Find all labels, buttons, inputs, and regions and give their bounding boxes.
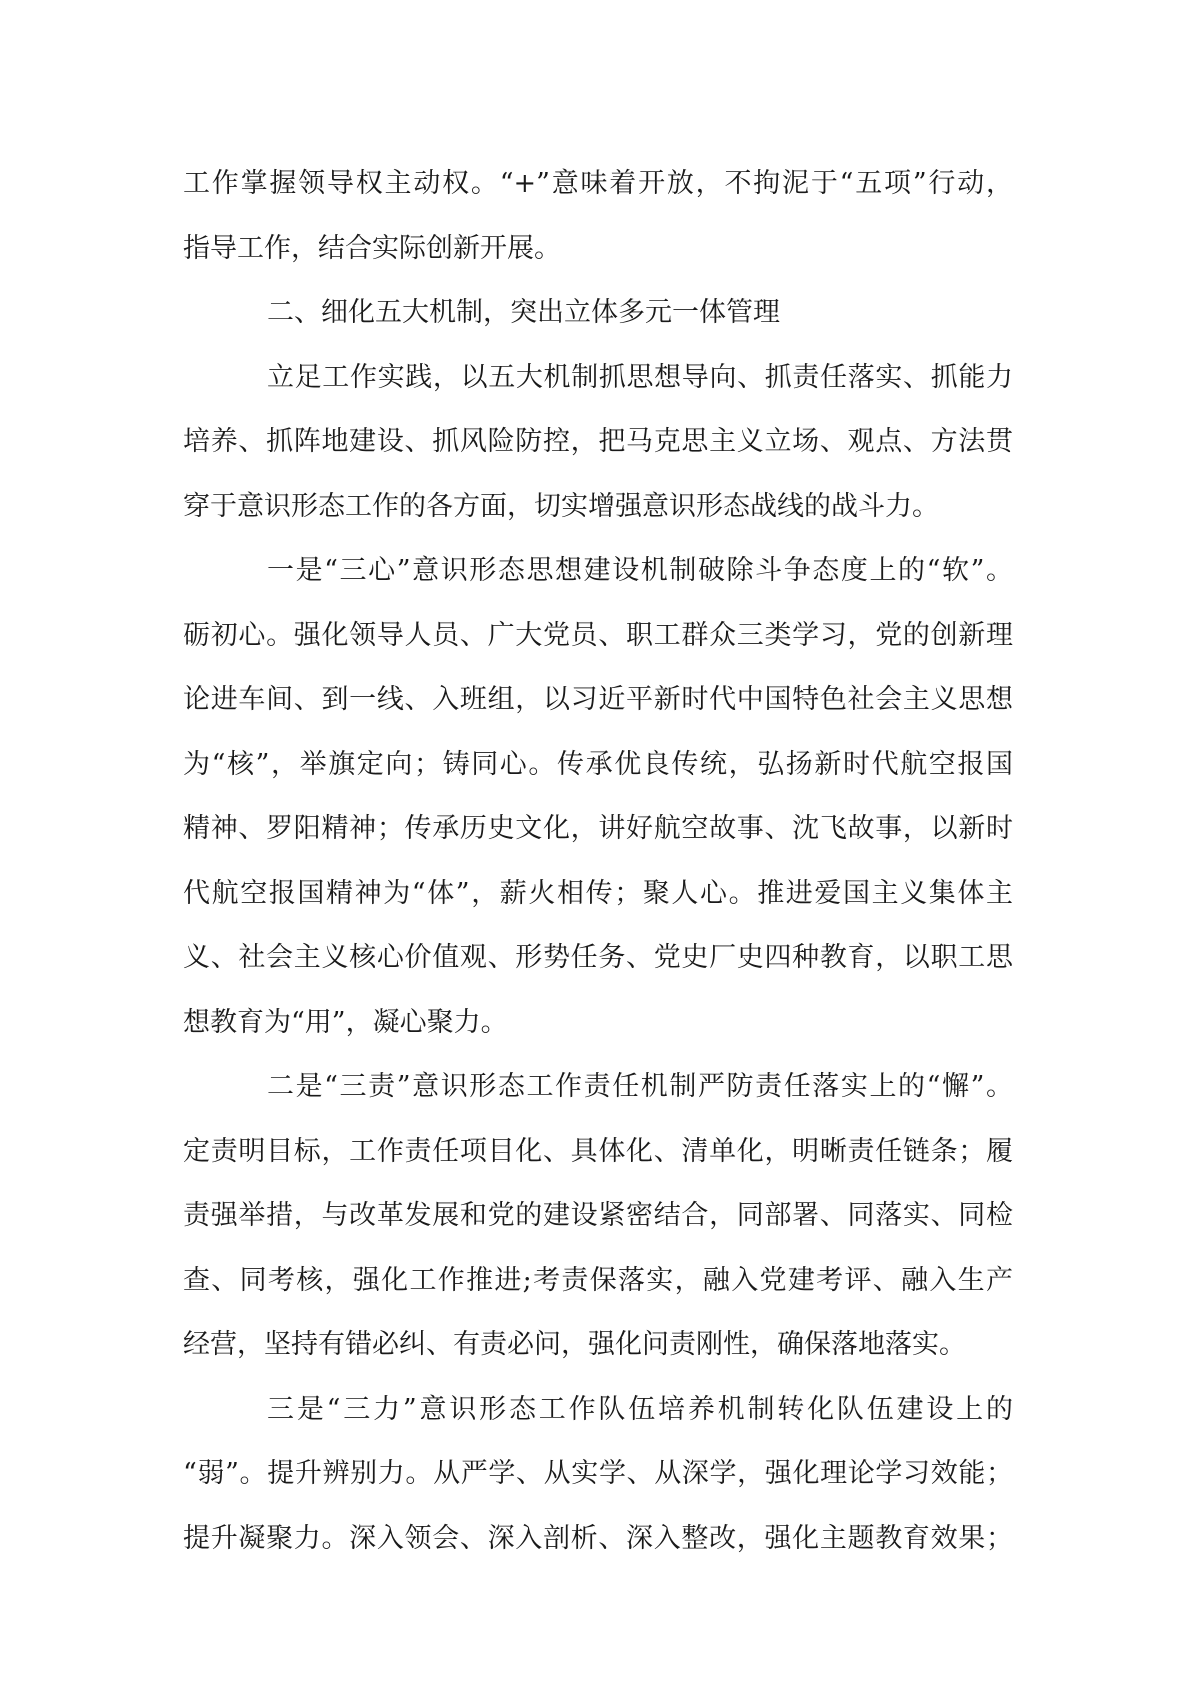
- paragraph-p5: [183, 1055, 1013, 1378]
- text-line: 论进车间、到一线、入班组，以习近平新时代中国特色社会主义思想: [183, 684, 1013, 715]
- document-page: [183, 152, 1013, 1571]
- paragraph-p4: [183, 539, 1013, 1055]
- text-line: 代航空报国精神为“体”，薪火相传；聚人心。推进爱国主义集体主: [183, 877, 1013, 909]
- text-line: 查、同考核，强化工作推进;考责保落实，融入党建考评、融入生产: [183, 1264, 1013, 1296]
- text-line: 工作掌握领导权主动权。“+”意味着开放，不拘泥于“五项”行动，: [183, 168, 1013, 199]
- text-line: 一是“三心”意识形态思想建设机制破除斗争态度上的“软”。: [267, 555, 1013, 586]
- paragraph-p3: [183, 346, 1013, 540]
- text-line: 二、细化五大机制，突出立体多元一体管理: [267, 297, 780, 328]
- text-line: 提升凝聚力。深入领会、深入剖析、深入整改，强化主题教育效果；: [183, 1522, 1013, 1554]
- text-line: 想教育为“用”，凝心聚力。: [183, 1006, 508, 1038]
- text-line: 定责明目标，工作责任项目化、具体化、清单化，明晰责任链条；履: [183, 1135, 1013, 1167]
- text-line: 经营，坚持有错必纠、有责必问，强化问责刚性，确保落地落实。: [183, 1329, 966, 1360]
- paragraph-p6: [183, 1378, 1013, 1572]
- paragraph-p1: [183, 152, 1013, 281]
- text-line: “弱”。提升辨别力。从严学、从实学、从深学，强化理论学习效能；: [183, 1458, 1013, 1489]
- text-line: 义、社会主义核心价值观、形势任务、党史厂史四种教育，以职工思: [183, 942, 1013, 973]
- text-line: 精神、罗阳精神；传承历史文化，讲好航空故事、沈飞故事，以新时: [183, 813, 1013, 844]
- paragraph-p2: [183, 281, 1013, 346]
- text-line: 穿于意识形态工作的各方面，切实增强意识形态战线的战斗力。: [183, 490, 939, 522]
- text-line: 培养、抓阵地建设、抓风险防控，把马克思主义立场、观点、方法贯: [183, 426, 1013, 457]
- text-line: 责强举措，与改革发展和党的建设紧密结合，同部署、同落实、同检: [183, 1200, 1013, 1231]
- document-body: [183, 152, 1013, 1571]
- text-line: 立足工作实践，以五大机制抓思想导向、抓责任落实、抓能力: [267, 361, 1013, 393]
- text-line: 三是“三力”意识形态工作队伍培养机制转化队伍建设上的: [267, 1393, 1013, 1425]
- text-line: 二是“三责”意识形态工作责任机制严防责任落实上的“懈”。: [267, 1071, 1013, 1102]
- text-line: 为“核”，举旗定向；铸同心。传承优良传统，弘扬新时代航空报国: [183, 748, 1013, 780]
- text-line: 砺初心。强化领导人员、广大党员、职工群众三类学习，党的创新理: [183, 619, 1013, 651]
- text-line: 指导工作，结合实际创新开展。: [183, 232, 561, 264]
